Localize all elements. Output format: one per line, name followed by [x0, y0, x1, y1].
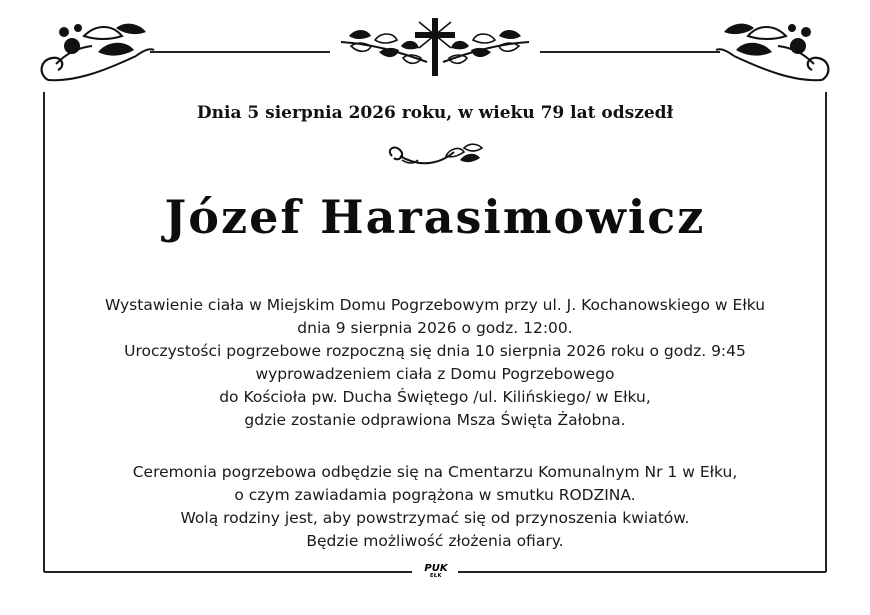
text-line: Wolą rodziny jest, aby powstrzymać się od przynoszenia kwiatów.: [180, 509, 690, 527]
text-line: dnia 9 sierpnia 2026 o godz. 12:00.: [297, 319, 573, 337]
text-line: Będzie możliwość złożenia ofiary.: [306, 532, 564, 550]
text-line: Uroczystości pogrzebowe rozpoczną się dnia 10 sierpnia 2026 roku o godz. 9:45: [124, 342, 746, 360]
text-line: Ceremonia pogrzebowa odbędzie się na Cmentarzu Komunalnym Nr 1 w Ełku,: [132, 463, 738, 481]
ceremony-paragraph: [40, 461, 830, 553]
deceased-name: Józef Harasimowicz: [164, 190, 706, 244]
text-line: wyprowadzeniem ciała z Domu Pogrzebowego: [255, 365, 615, 383]
floral-flourish-icon: [36, 18, 156, 88]
text-line: o czym zawiadamia pogrążona w smutku RODZINA.: [234, 486, 636, 504]
floral-flourish-icon: [714, 18, 834, 88]
logo-line2: EŁK: [429, 573, 442, 579]
logo-line1: PUK: [424, 563, 448, 574]
puk-logo: [421, 564, 451, 582]
funeral-details-paragraph: [40, 294, 830, 432]
death-announcement-headline: Dnia 5 sierpnia 2026 roku, w wieku 79 lat odszedł: [196, 103, 674, 123]
text-line: do Kościoła pw. Ducha Świętego /ul. Kilińskiego/ w Ełku,: [219, 388, 651, 406]
text-line: gdzie zostanie odprawiona Msza Święta Żałobna.: [244, 411, 626, 429]
text-line: Wystawienie ciała w Miejskim Domu Pogrzebowym przy ul. J. Kochanowskiego w Ełku: [104, 296, 766, 314]
cross-with-laurel-icon: [335, 14, 535, 80]
leaf-swirl-divider-icon: [384, 142, 486, 172]
